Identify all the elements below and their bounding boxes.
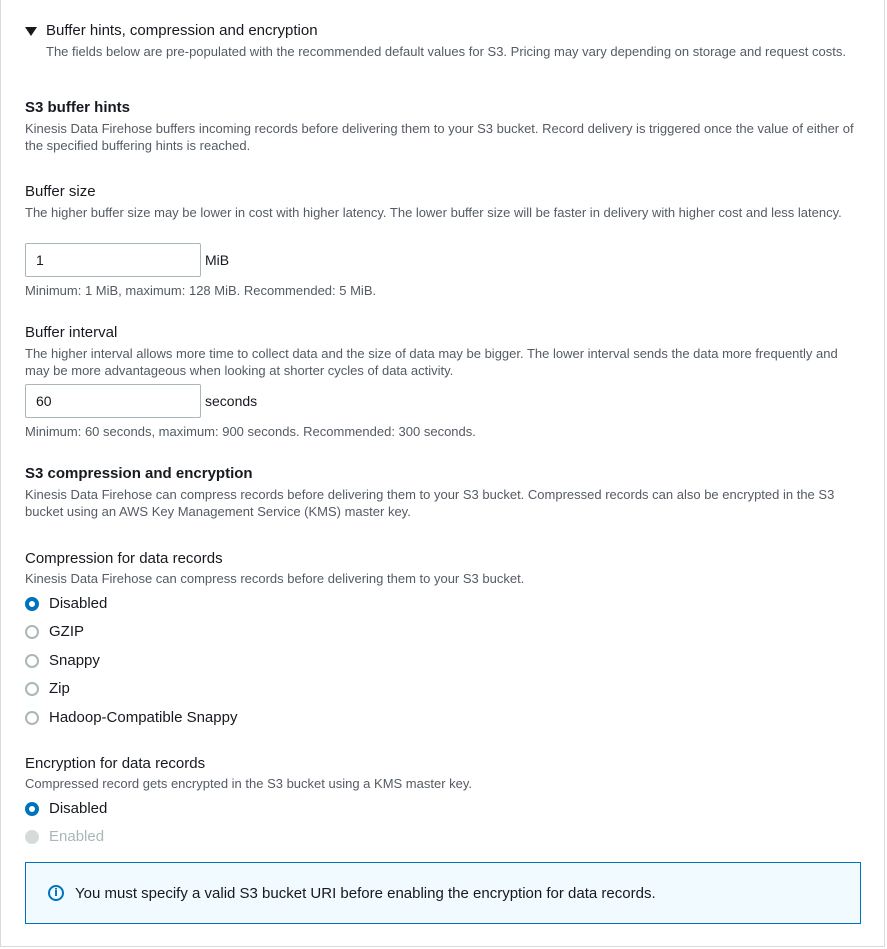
buffer-size-unit: MiB <box>205 252 230 268</box>
radio-unselected-icon[interactable] <box>25 711 39 725</box>
radio-label: Snappy <box>49 652 100 669</box>
compression-encryption-description: Kinesis Data Firehose can compress records before delivering them to your S3 bucket. Compressed records can also be encrypted in the S3 bucket using an AWS Key Management Service (KMS) master key. <box>25 487 835 519</box>
compression-option-disabled[interactable] <box>25 595 107 612</box>
radio-label: GZIP <box>49 623 85 640</box>
encryption-description: Compressed record gets encrypted in the S3 bucket using a KMS master key. <box>25 776 473 791</box>
buffer-interval-input[interactable] <box>25 384 201 418</box>
buffer-interval-label: Buffer interval <box>25 324 118 341</box>
buffer-interval-unit: seconds <box>205 393 258 409</box>
expander-description: The fields below are pre-populated with the recommended default values for S3. Pricing may vary depending on storage and request costs. <box>46 44 846 59</box>
encryption-option-enabled <box>25 828 104 845</box>
radio-unselected-icon[interactable] <box>25 654 39 668</box>
compression-option-zip[interactable] <box>25 680 70 697</box>
compression-option-gzip[interactable] <box>25 623 84 640</box>
radio-unselected-icon[interactable] <box>25 625 39 639</box>
encryption-label: Encryption for data records <box>25 755 206 772</box>
buffer-size-description: The higher buffer size may be lower in cost with higher latency. The lower buffer size will be faster in delivery with higher cost and less latency. <box>25 205 842 220</box>
buffer-size-constraint: Minimum: 1 MiB, maximum: 128 MiB. Recommended: 5 MiB. <box>25 283 377 298</box>
info-alert <box>25 862 861 924</box>
buffer-size-input[interactable] <box>25 243 201 277</box>
expander-title: Buffer hints, compression and encryption <box>46 22 318 39</box>
buffer-interval-description: The higher interval allows more time to collect data and the size of data may be bigger. The lower interval sends the data more frequently and may be more advantageous when looking at shorter cycles of data activity. <box>25 346 838 378</box>
buffer-interval-constraint: Minimum: 60 seconds, maximum: 900 seconds. Recommended: 300 seconds. <box>25 424 476 439</box>
caret-down-icon <box>25 27 37 36</box>
buffer-size-label: Buffer size <box>25 183 96 200</box>
radio-label: Disabled <box>49 800 108 817</box>
compression-label: Compression for data records <box>25 550 223 567</box>
compression-encryption-title: S3 compression and encryption <box>25 465 253 482</box>
radio-label: Enabled <box>49 828 105 845</box>
radio-selected-icon[interactable] <box>25 802 39 816</box>
info-icon: i <box>48 885 64 901</box>
radio-unselected-icon[interactable] <box>25 682 39 696</box>
radio-disabled-icon <box>25 830 39 844</box>
compression-option-hadoop-snappy[interactable] <box>25 709 237 726</box>
radio-label: Hadoop-Compatible Snappy <box>49 709 238 726</box>
radio-label: Zip <box>49 680 70 697</box>
compression-option-snappy[interactable] <box>25 652 100 669</box>
expander-toggle[interactable] <box>25 22 318 39</box>
radio-selected-icon[interactable] <box>25 597 39 611</box>
buffer-hints-title: S3 buffer hints <box>25 99 131 116</box>
encryption-option-disabled[interactable] <box>25 800 107 817</box>
alert-text: You must specify a valid S3 bucket URI before enabling the encryption for data records. <box>75 884 656 902</box>
buffer-hints-description: Kinesis Data Firehose buffers incoming records before delivering them to your S3 bucket. Record delivery is triggered once the value of either of the specified buffering hints is reached. <box>25 121 854 153</box>
compression-description: Kinesis Data Firehose can compress records before delivering them to your S3 bucket. <box>25 571 525 586</box>
radio-label: Disabled <box>49 595 108 612</box>
